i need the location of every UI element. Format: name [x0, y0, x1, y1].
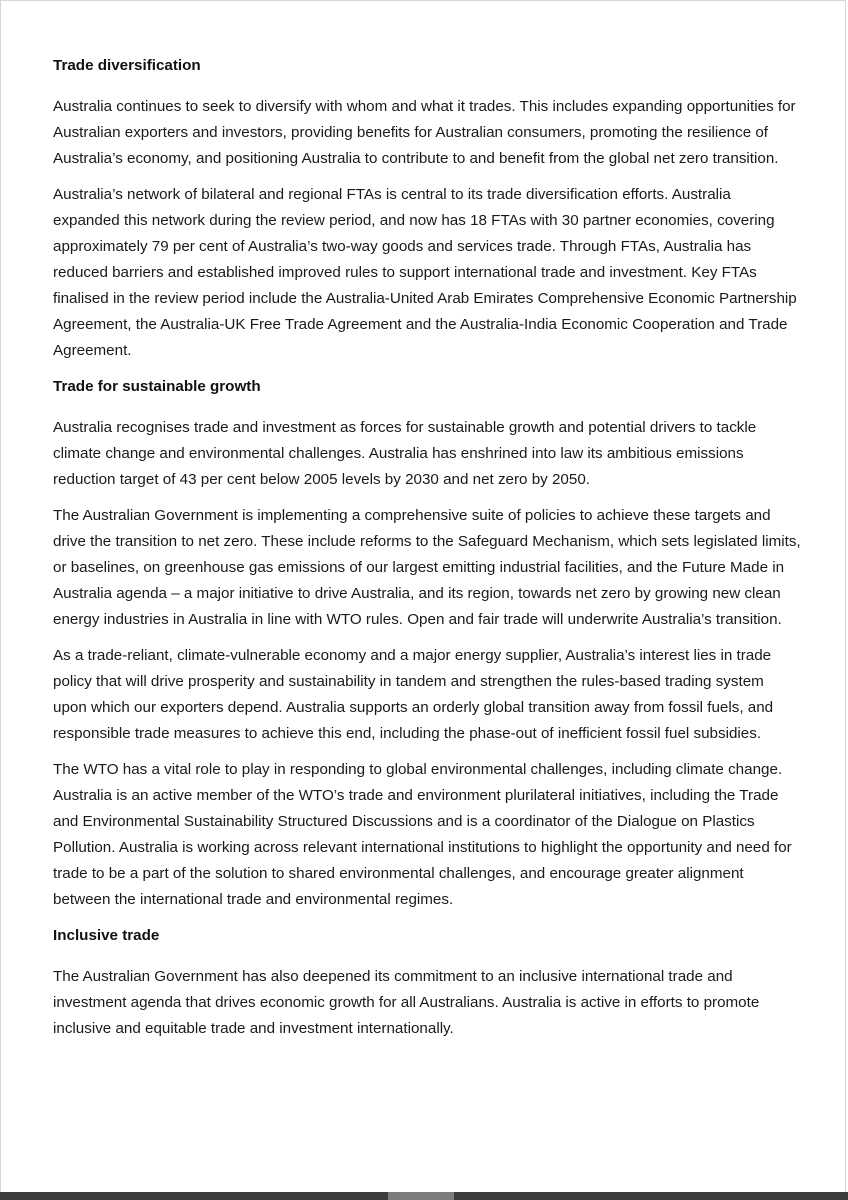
paragraph: As a trade-reliant, climate-vulnerable economy and a major energy supplier, Australia’s interest lies in trade policy that will drive prosperity and sustainability in tandem and strengthen the rules-based trading system upon which our exporters depend. Australia supports an orderly global transition away from fossil fuels, and responsible trade measures to achieve this end, including the phase-out of inefficient fossil fuel subsidies. [53, 647, 774, 742]
section-heading-trade-diversification: Trade diversification [53, 57, 201, 74]
paragraph: Australia recognises trade and investment as forces for sustainable growth and potential drivers to tackle climate change and environmental challenges. Australia has enshrined into law its ambitious emissions reduction target of 43 per cent below 2005 levels by 2030 and net zero by 2050. [53, 419, 757, 488]
paragraph: The Australian Government has also deepened its commitment to an inclusive international trade and investment agenda that drives economic growth for all Australians. Australia is active in efforts to promote inclusive and equitable trade and investment internationally. [53, 968, 760, 1037]
paragraph: The Australian Government is implementing a comprehensive suite of policies to achieve these targets and drive the transition to net zero. These include reforms to the Safeguard Mechanism, which sets legislated limits, or baselines, on greenhouse gas emissions of our largest emitting industrial facilities, and the Future Made in Australia agenda – a major initiative to drive Australia, and its region, towards net zero by growing new clean energy industries in Australia in line with WTO rules. Open and fair trade will underwrite Australia’s transition. [53, 507, 801, 628]
paragraph: The WTO has a vital role to play in responding to global environmental challenges, including climate change. Australia is an active member of the WTO’s trade and environment plurilateral initiatives, including the Trade and Environmental Sustainability Structured Discussions and is a coordinator of the Dialogue on Plastics Pollution. Australia is working across relevant international institutions to highlight the opportunity and need for trade to be a part of the solution to shared environmental challenges, and encourage greater alignment between the international trade and environmental regimes. [53, 761, 792, 908]
paragraph: Australia continues to seek to diversify with whom and what it trades. This includes expanding opportunities for Australian exporters and investors, providing benefits for Australian consumers, promoting the resilience of Australia’s economy, and positioning Australia to contribute to and benefit from the global net zero transition. [53, 98, 796, 167]
document-body [53, 53, 801, 1052]
section-heading-trade-for-sustainable-growth: Trade for sustainable growth [53, 378, 261, 395]
paragraph: Australia’s network of bilateral and regional FTAs is central to its trade diversification efforts. Australia expanded this network during the review period, and now has 18 FTAs with 30 partner economies, covering approximately 79 per cent of Australia’s two-way goods and services trade. Through FTAs, Australia has reduced barriers and established improved rules to support international trade and investment. Key FTAs finalised in the review period include the Australia-United Arab Emirates Comprehensive Economic Partnership Agreement, the Australia-UK Free Trade Agreement and the Australia-India Economic Cooperation and Trade Agreement. [53, 186, 797, 359]
section-heading-inclusive-trade: Inclusive trade [53, 927, 160, 944]
horizontal-scrollbar[interactable] [0, 1192, 848, 1200]
scrollbar-thumb[interactable] [388, 1192, 454, 1200]
